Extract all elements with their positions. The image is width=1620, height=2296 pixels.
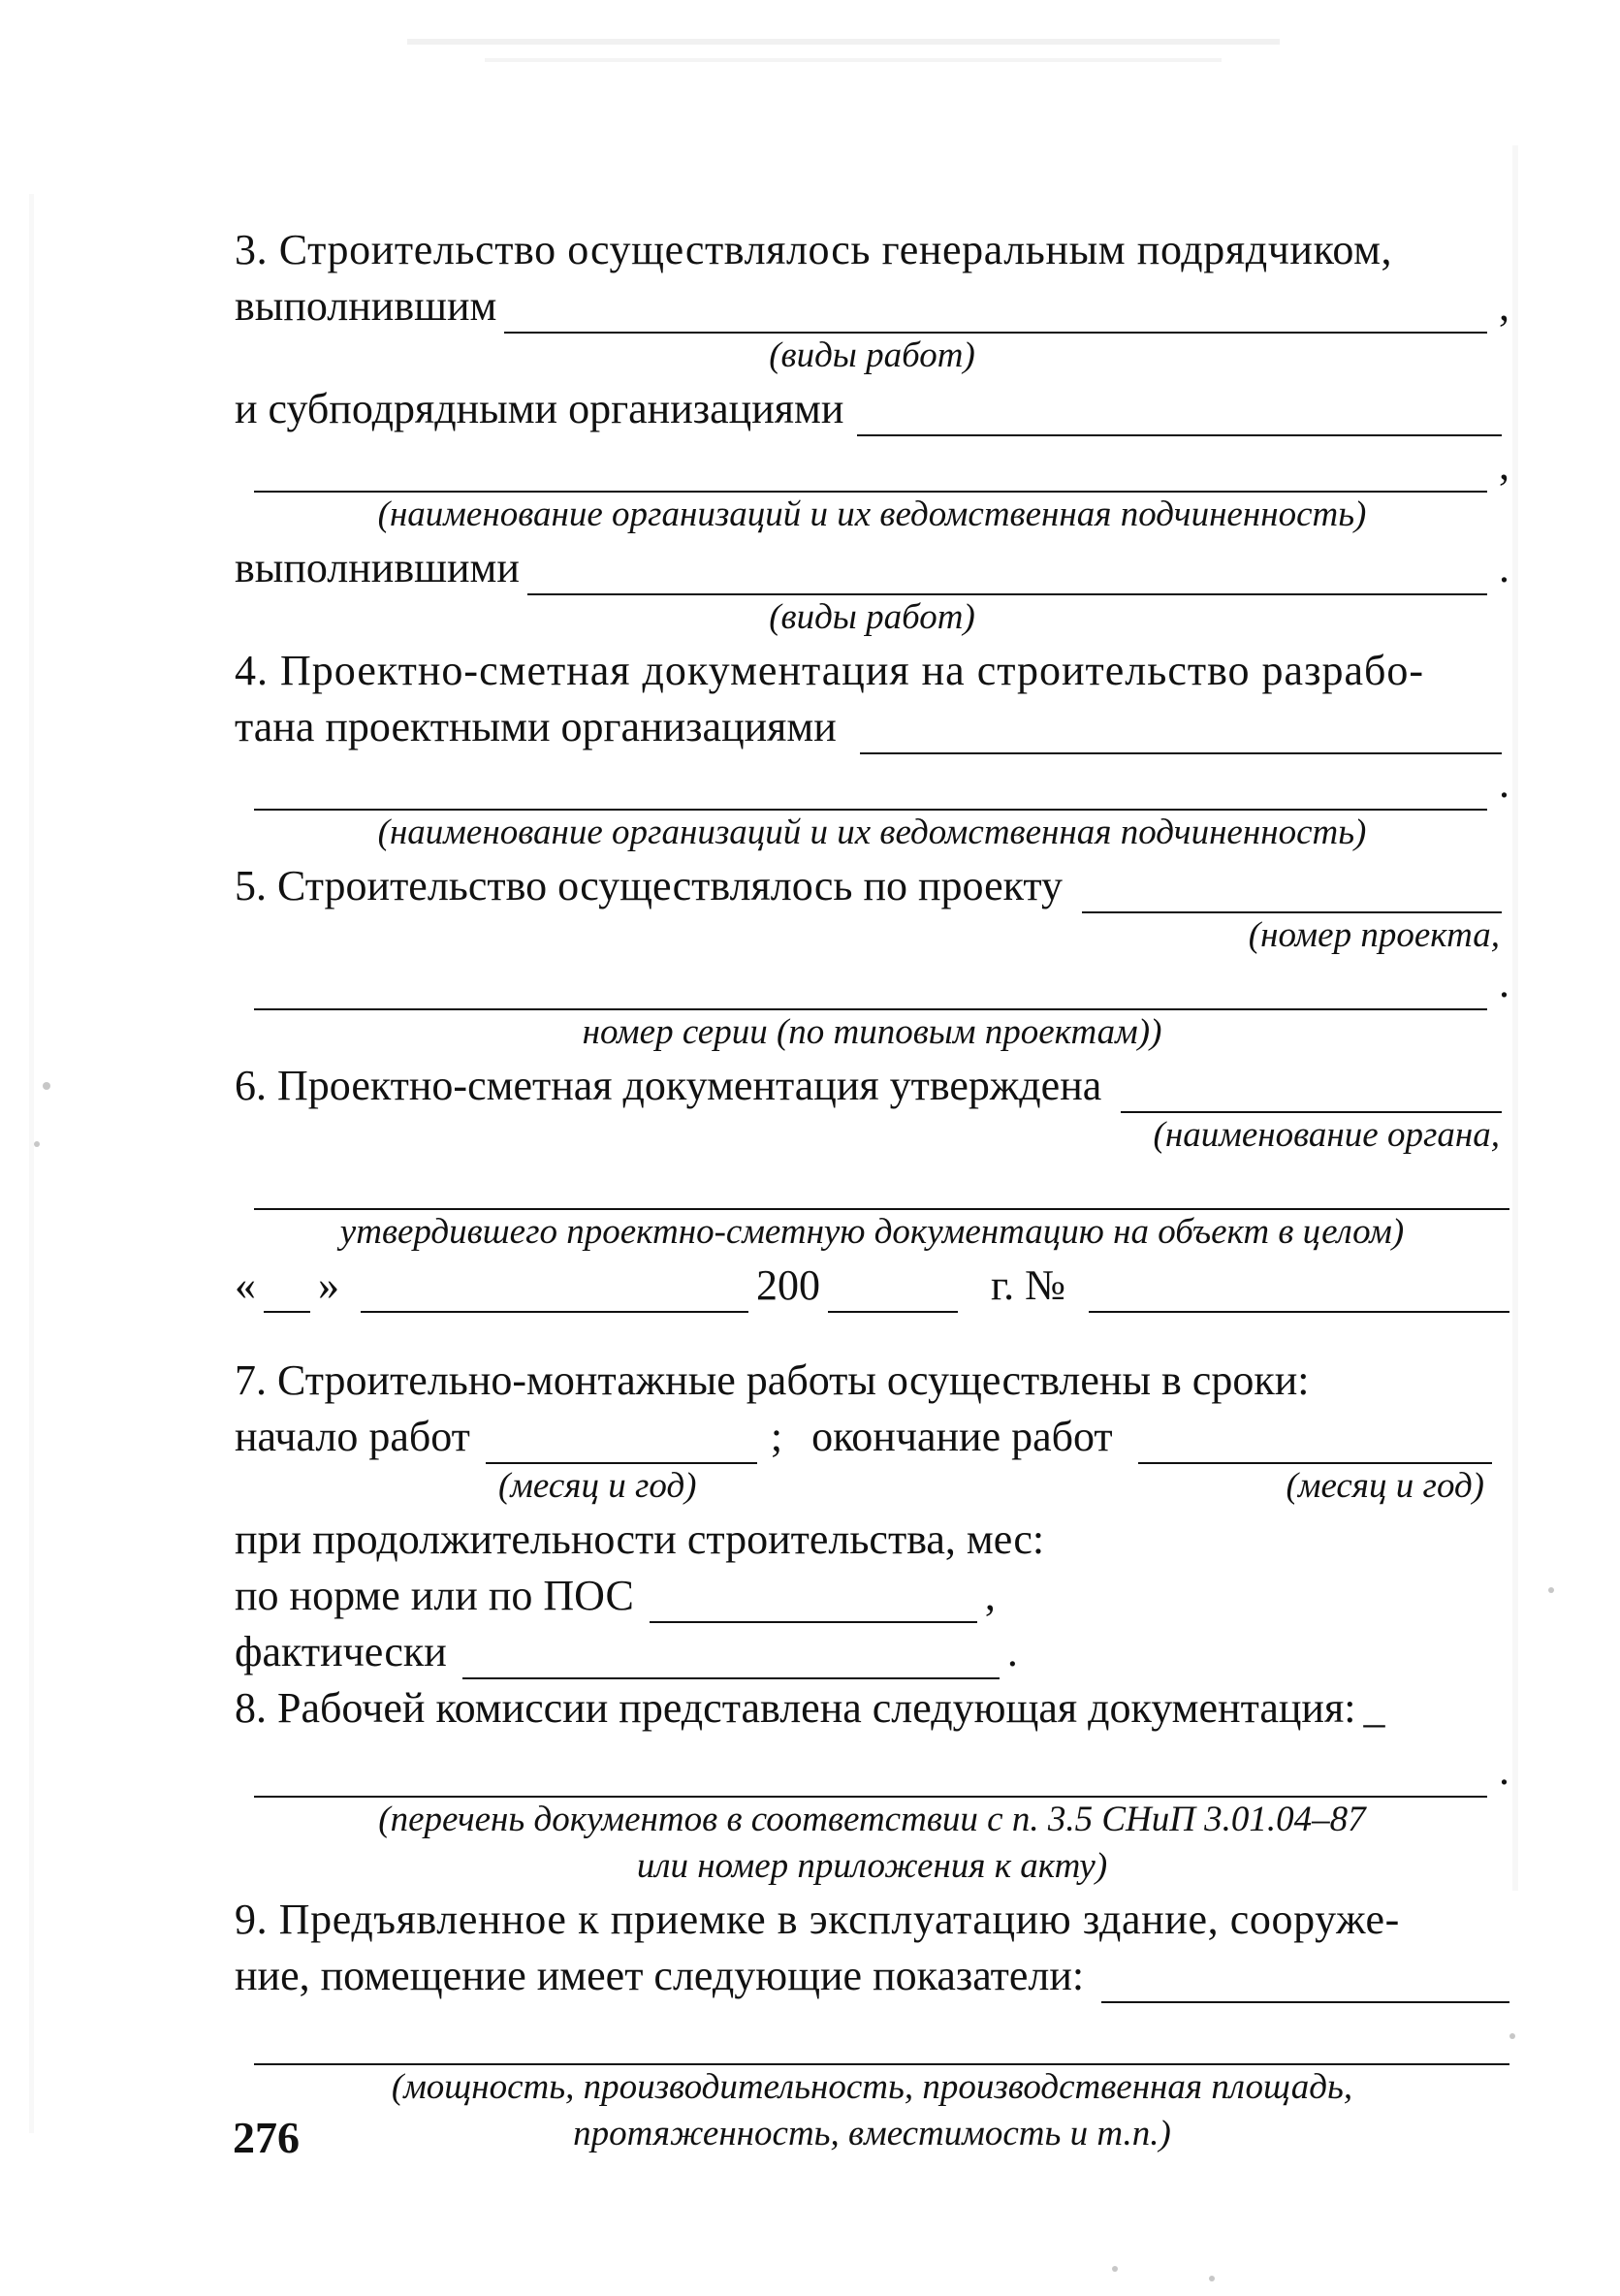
- p7-caption-end: (месяц и год): [1286, 1466, 1484, 1506]
- documents-field[interactable]: [254, 1757, 1487, 1798]
- p7-line5: [235, 1623, 1509, 1679]
- period-mark: .: [1499, 1746, 1509, 1794]
- p9-line1-text: 9. Предъявленное к приемке в эксплуатацию здание, сооруже-: [235, 1896, 1400, 1943]
- p5-line1: [235, 857, 1509, 913]
- p8-line2: [235, 1736, 1509, 1798]
- p9-line1: [235, 1891, 1509, 1947]
- p6-caption1: (наименование органа,: [1153, 1115, 1500, 1155]
- p7-start-label: начало работ: [235, 1413, 470, 1460]
- p5-caption2: номер серии (по типовым проектам)): [582, 1012, 1162, 1052]
- p9-caption2: протяженность, вместимость и т.п.): [573, 2114, 1171, 2153]
- p7-norm-label: по норме или по ПОС: [235, 1572, 634, 1619]
- p4-line1-text: 4. Проектно-сметная документация на строительство разрабо-: [235, 647, 1425, 694]
- design-orgs-field-2[interactable]: [254, 770, 1487, 811]
- p3-line3-text: и субподрядными организациями: [235, 385, 844, 432]
- p8-caption1: (перечень документов в соответствии с п. 3.5 СНиП 3.01.04–87: [378, 1800, 1366, 1839]
- actual-duration-field[interactable]: [462, 1639, 1000, 1679]
- form-body: [235, 221, 1509, 2158]
- comma-mark: ,: [1499, 282, 1509, 330]
- year-prefix: 200: [756, 1261, 820, 1309]
- month-field[interactable]: [361, 1272, 748, 1313]
- approving-body-field[interactable]: [1121, 1072, 1502, 1113]
- p6-line1-text: 6. Проектно-сметная документация утверждена: [235, 1062, 1102, 1109]
- p3-line2: [235, 277, 1509, 334]
- p8-caption2: или номер приложения к акту): [636, 1846, 1108, 1886]
- p7-separator: ;: [770, 1413, 783, 1460]
- p7-line3: [235, 1511, 1509, 1567]
- project-number-field[interactable]: [1082, 873, 1502, 913]
- p3-caption3: (виды работ): [769, 597, 975, 637]
- p3-line5-text: выполнившими: [235, 544, 520, 591]
- p4-line1: [235, 642, 1509, 698]
- p3-line2-text: выполнившим: [235, 282, 497, 330]
- p4-line2-text: тана проектными организациями: [235, 703, 837, 750]
- p3-line1: [235, 221, 1509, 277]
- p7-end-label: окончание работ: [811, 1413, 1113, 1460]
- start-date-field[interactable]: [486, 1423, 757, 1464]
- comma-mark: ,: [984, 1572, 996, 1619]
- design-orgs-field[interactable]: [860, 714, 1502, 754]
- indicators-field-2[interactable]: [254, 2025, 1509, 2065]
- subcontractors-field[interactable]: [857, 396, 1502, 436]
- p3-caption2: (наименование организаций и их ведомственная подчиненность): [377, 494, 1367, 534]
- end-date-field[interactable]: [1138, 1423, 1492, 1464]
- p8-line1: [235, 1679, 1509, 1736]
- approving-body-field-2[interactable]: [254, 1169, 1509, 1210]
- p6-caption2: утвердившего проектно-сметную документацию на объект в целом): [339, 1212, 1405, 1252]
- p3-line3: [235, 380, 1509, 436]
- p8-underscore: _: [1363, 1684, 1385, 1732]
- p9-line3: [235, 2003, 1509, 2065]
- p8-line1-text: 8. Рабочей комиссии представлена следующая документация:: [235, 1684, 1356, 1732]
- p7-line1: [235, 1352, 1509, 1408]
- p7-line1-text: 7. Строительно-монтажные работы осуществлены в сроки:: [235, 1356, 1310, 1404]
- indicators-field[interactable]: [1101, 1962, 1509, 2003]
- p6-line2: [235, 1160, 1509, 1210]
- day-field[interactable]: [264, 1272, 310, 1313]
- p3-line1-text: 3. Строительство осуществлялось генеральным подрядчиком,: [235, 226, 1393, 273]
- page-number: 276: [233, 2113, 300, 2162]
- p5-caption1: (номер проекта,: [1248, 915, 1500, 955]
- p7-caption-start: (месяц и год): [498, 1466, 697, 1506]
- p6-line1: [235, 1057, 1509, 1113]
- spacer: [235, 1313, 1509, 1352]
- p7-duration-text: при продолжительности строительства, мес:: [235, 1515, 1045, 1563]
- p3-caption1: (виды работ): [769, 335, 975, 375]
- p7-actual-label: фактически: [235, 1628, 447, 1675]
- norm-duration-field[interactable]: [650, 1582, 977, 1623]
- subcontractor-work-field[interactable]: [527, 555, 1487, 595]
- approval-number-field[interactable]: [1089, 1272, 1509, 1313]
- p5-line2: [235, 960, 1509, 1010]
- year-field[interactable]: [828, 1272, 958, 1313]
- period-mark: .: [1499, 759, 1509, 807]
- p4-line3: [235, 754, 1509, 811]
- p9-caption1: (мощность, производительность, производственная площадь,: [391, 2067, 1353, 2107]
- subcontractors-field-2[interactable]: [254, 452, 1487, 493]
- p5-line1-text: 5. Строительство осуществлялось по проекту: [235, 862, 1064, 909]
- comma-mark: ,: [1499, 441, 1509, 489]
- p3-line4: [235, 436, 1509, 493]
- project-series-field[interactable]: [254, 970, 1487, 1010]
- year-suffix: г. №: [991, 1261, 1066, 1309]
- period-mark: .: [1499, 544, 1509, 591]
- period-mark: .: [1006, 1628, 1018, 1675]
- p4-line2: [235, 698, 1509, 754]
- p9-line2-text: ние, помещение имеет следующие показатели:: [235, 1952, 1085, 1999]
- work-types-field[interactable]: [504, 293, 1487, 334]
- p4-caption: (наименование организаций и их ведомственная подчиненность): [377, 813, 1367, 852]
- approval-date-line: [235, 1257, 1509, 1313]
- p7-line2: [235, 1408, 1509, 1464]
- p7-line4: [235, 1567, 1509, 1623]
- date-open-quote: «: [235, 1261, 256, 1309]
- period-mark: .: [1499, 959, 1509, 1006]
- p9-line2: [235, 1947, 1509, 2003]
- p3-line5: [235, 539, 1509, 595]
- p7-captions: [235, 1464, 1509, 1511]
- date-close-quote: »: [318, 1261, 339, 1309]
